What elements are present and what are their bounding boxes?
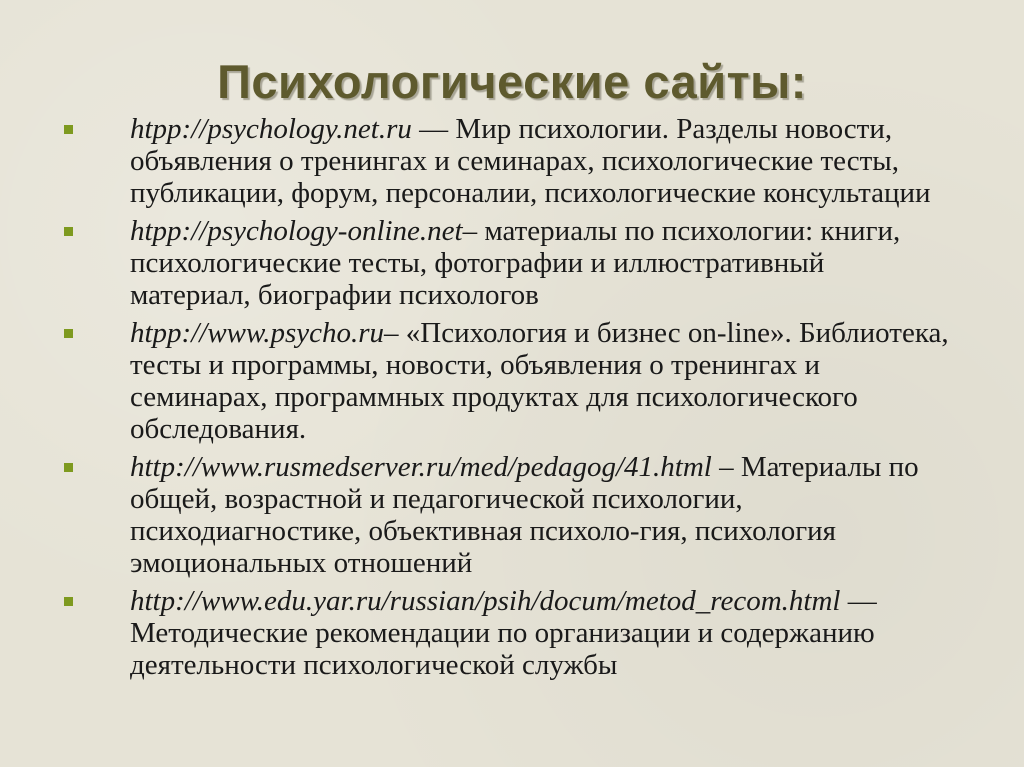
list-item bbox=[0, 585, 950, 681]
site-url: htpp://www.psycho.ru– bbox=[130, 317, 399, 349]
slide-title: Психологические сайты: bbox=[217, 55, 807, 108]
site-description: — Методические рекомендации по организации и содержанию деятельности психологической службы bbox=[130, 585, 877, 681]
site-url: htpp://psychology-online.net– bbox=[130, 215, 478, 247]
square-bullet-icon bbox=[64, 329, 73, 338]
list-item bbox=[0, 215, 950, 311]
site-description: материалы по психологии: книги, психологические тесты, фотографии и иллюстративный материал, биографии психологов bbox=[130, 215, 901, 311]
site-description: Материалы по общей, возрастной и педагогической психологии, психодиагностике, объективная психоло-гия, психология эмоциональных отношений bbox=[130, 451, 919, 579]
list-item bbox=[0, 317, 950, 445]
square-bullet-icon bbox=[64, 463, 73, 472]
list-item bbox=[0, 113, 950, 209]
site-url: http://www.edu.yar.ru/russian/psih/docum/metod_recom.html bbox=[130, 585, 841, 617]
site-description: — Мир психологии. Разделы новости, объявления о тренингах и семинарах, психологические тесты, публикации, форум, персоналии, психологические консультации bbox=[130, 113, 931, 209]
site-url: htpp://psychology.net.ru bbox=[130, 113, 412, 145]
site-list bbox=[0, 113, 1024, 687]
site-url: http://www.rusmedserver.ru/med/pedagog/41.html – bbox=[130, 451, 734, 483]
site-description: «Психология и бизнес on-line». Библиотека, тесты и программы, новости, объявления о тренингах и семинарах, программных продуктах для психологического обследования. bbox=[130, 317, 949, 445]
square-bullet-icon bbox=[64, 125, 73, 134]
square-bullet-icon bbox=[64, 227, 73, 236]
square-bullet-icon bbox=[64, 597, 73, 606]
list-item bbox=[0, 451, 950, 579]
